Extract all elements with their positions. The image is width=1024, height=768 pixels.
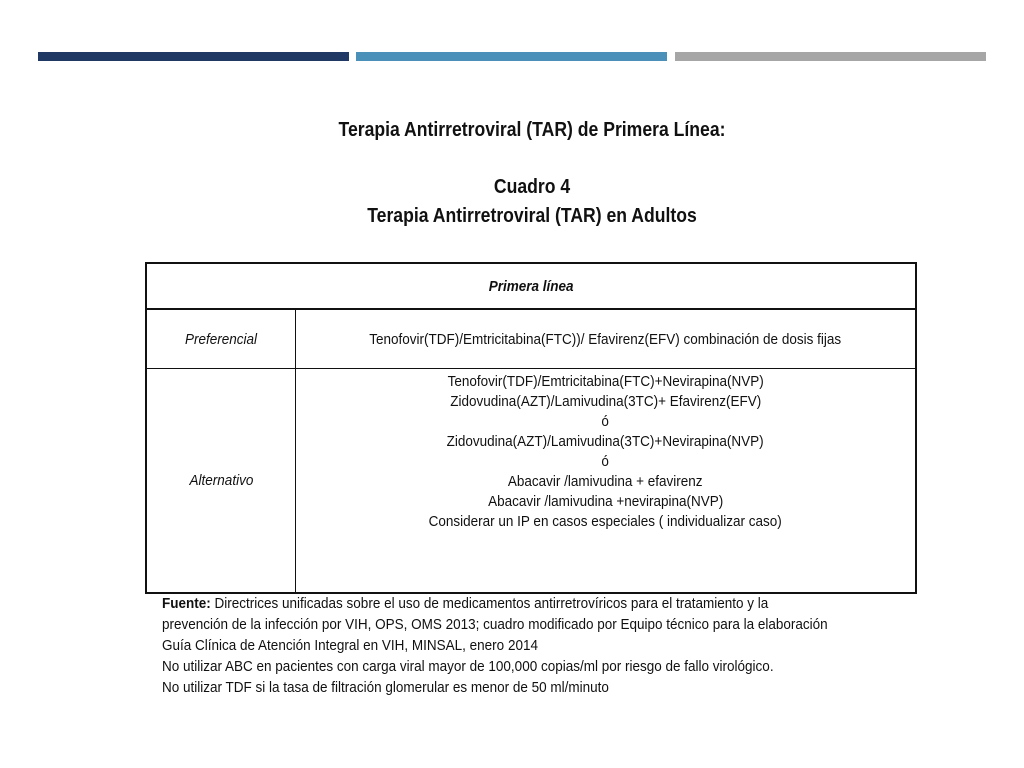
- table-header-row: [146, 263, 916, 309]
- table-row-alternativo: [146, 369, 916, 594]
- source-line-3: Guía Clínica de Atención Integral en VIH, MINSAL, enero 2014: [162, 637, 538, 654]
- note-tdf: No utilizar TDF si la tasa de filtración glomerular es menor de 50 ml/minuto: [162, 679, 609, 696]
- decorative-header-bars: [38, 52, 986, 61]
- regimen-line: Tenofovir(TDF)/Emtricitabina(FTC)+Nevirapina(NVP): [447, 373, 764, 390]
- regimen-line: Abacavir /lamivudina +nevirapina(NVP): [487, 493, 724, 510]
- header-bar-blue: [356, 52, 667, 61]
- regimen-line: Zidovudina(AZT)/Lamivudina(3TC)+ Efavirenz(EFV): [450, 393, 761, 410]
- regimen-note: Considerar un IP en casos especiales ( individualizar caso): [428, 513, 783, 530]
- alternativo-regimens: [296, 369, 917, 594]
- header-bar-navy: [38, 52, 349, 61]
- preferencial-regimen: Tenofovir(TDF)/Emtricitabina(FTC))/ Efavirenz(EFV) combinación de dosis fijas: [369, 330, 842, 348]
- source-line-1: Fuente: Directrices unificadas sobre el uso de medicamentos antirretrovíricos para el tratamiento y la: [162, 595, 769, 612]
- source-line-2: prevención de la infección por VIH, OPS, OMS 2013; cuadro modificado por Equipo técnico para la elaboración: [162, 616, 828, 633]
- table-header-cell: [146, 263, 916, 309]
- row-value-cell: [296, 309, 917, 369]
- header-bar-gray: [675, 52, 986, 61]
- note-abc: No utilizar ABC en pacientes con carga viral mayor de 100,000 copias/ml por riesgo de fallo virológico.: [162, 658, 774, 675]
- regimen-line: Zidovudina(AZT)/Lamivudina(3TC)+Nevirapina(NVP): [447, 433, 764, 450]
- tar-table: [145, 262, 917, 594]
- source-notes: [162, 593, 922, 698]
- row-label-cell: [146, 309, 296, 369]
- regimen-separator: ó: [601, 453, 610, 470]
- row-label-cell: [146, 369, 296, 594]
- table-row-preferencial: [146, 309, 916, 369]
- source-label: Fuente:: [162, 595, 211, 612]
- row-label-preferencial: Preferencial: [184, 330, 258, 348]
- row-label-alternativo: Alternativo: [189, 472, 253, 489]
- regimen-line: Abacavir /lamivudina + efavirenz: [508, 473, 703, 490]
- page-title: Terapia Antirretroviral (TAR) de Primera Línea:: [338, 119, 726, 141]
- table-caption-title: Terapia Antirretroviral (TAR) en Adultos: [367, 205, 697, 227]
- regimen-separator: ó: [601, 413, 610, 430]
- table-header-text: Primera línea: [488, 277, 574, 295]
- table-caption-number: Cuadro 4: [493, 176, 571, 198]
